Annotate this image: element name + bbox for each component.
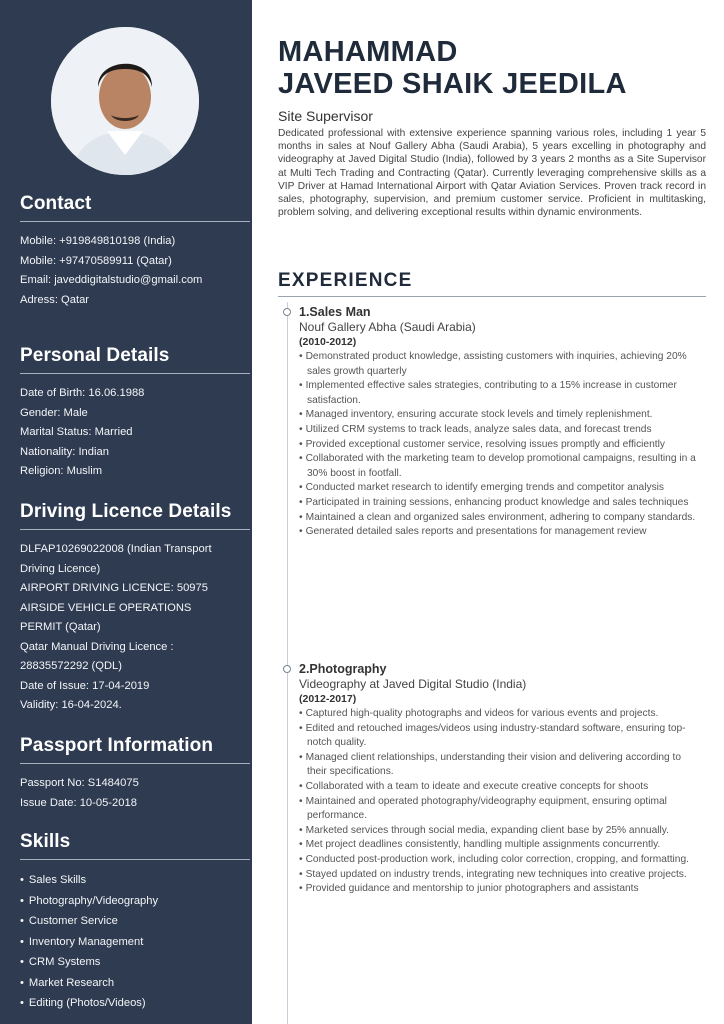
email: Email: javeddigitalstudio@gmail.com [20, 274, 203, 286]
job-period: (2012-2017) [299, 693, 357, 705]
contact-section [20, 193, 250, 310]
indian-licence: DLFAP10269022008 (Indian Transport Driving Licence) [20, 543, 212, 575]
job-entry [278, 304, 706, 540]
contact-heading: Contact [20, 193, 250, 222]
religion: Religion: Muslim [20, 465, 103, 477]
job-bullets [299, 350, 706, 540]
bullet-item: • Managed inventory, ensuring accurate stock levels and timely replenishment. [299, 408, 706, 423]
bullet-item: • Collaborated with a team to ideate and execute creative concepts for shoots [299, 780, 706, 795]
bullet-item: • Maintained and operated photography/videography equipment, ensuring optimal performance. [299, 795, 706, 824]
skill-item: • Sales Skills [20, 870, 250, 891]
name-line-2: JAVEED SHAIK JEEDILA [278, 68, 627, 100]
bullet-item: • Met project deadlines consistently, handling multiple assignments concurrently. [299, 838, 706, 853]
bullet-item: • Demonstrated product knowledge, assisting customers with inquiries, achieving 20% sales growth quarterly [299, 350, 706, 379]
candidate-name [278, 36, 708, 100]
passport-issue-date: Issue Date: 10-05-2018 [20, 796, 137, 809]
bullet-item: • Captured high-quality photographs and videos for various events and projects. [299, 707, 706, 722]
personal-details-heading: Personal Details [20, 345, 250, 374]
airport-licence: AIRPORT DRIVING LICENCE: 50975 [20, 582, 208, 594]
job-company: Nouf Gallery Abha (Saudi Arabia) [299, 320, 476, 334]
bullet-item: • Maintained a clean and organized sales environment, adhering to company standards. [299, 511, 706, 526]
job-bullets [299, 707, 706, 897]
sidebar [0, 0, 252, 1024]
mobile-india: Mobile: +919849810198 (India) [20, 235, 176, 247]
skills-section [20, 831, 250, 1014]
airside-permit: AIRSIDE VEHICLE OPERATIONS PERMIT (Qatar) [20, 601, 192, 633]
bullet-item: • Implemented effective sales strategies, contributing to a 15% increase in customer satisfaction. [299, 379, 706, 408]
personal-details-section [20, 345, 250, 482]
bullet-item: • Collaborated with the marketing team to develop promotional campaigns, resulting in a 30% boost in footfall. [299, 452, 706, 481]
skill-item: • Inventory Management [20, 932, 250, 953]
job-company: Videography at Javed Digital Studio (India) [299, 677, 527, 691]
bullet-item: • Provided guidance and mentorship to junior photographers and assistants [299, 882, 706, 897]
driving-licence-heading: Driving Licence Details [20, 501, 250, 530]
licence-issue-date: Date of Issue: 17-04-2019 [20, 679, 150, 692]
skill-item: • Photography/Videography [20, 891, 250, 912]
bullet-item: • Provided exceptional customer service, resolving issues promptly and efficiently [299, 438, 706, 453]
name-line-1: MAHAMMAD [278, 36, 458, 68]
job-period: (2010-2012) [299, 336, 357, 348]
date-of-birth: Date of Birth: 16.06.1988 [20, 387, 145, 399]
licence-validity: Validity: 16-04-2024. [20, 699, 122, 711]
timeline-dot-icon [283, 665, 291, 673]
job-entry [278, 661, 706, 897]
passport-number: Passport No: S1484075 [20, 777, 139, 789]
person-avatar-icon [51, 27, 199, 175]
bullet-item: • Participated in training sessions, enhancing product knowledge and sales techniques [299, 496, 706, 511]
mobile-qatar: Mobile: +97470589911 (Qatar) [20, 254, 172, 267]
bullet-item: • Marketed services through social media, expanding client base by 25% annually. [299, 824, 706, 839]
profile-photo [51, 27, 199, 175]
passport-heading: Passport Information [20, 735, 250, 764]
job-title: 1.Sales Man [299, 305, 371, 319]
skill-item: • Editing (Photos/Videos) [20, 993, 250, 1014]
bullet-item: • Conducted market research to identify emerging trends and competitor analysis [299, 481, 706, 496]
gender: Gender: Male [20, 406, 88, 419]
passport-section [20, 735, 250, 813]
experience-heading: EXPERIENCE [278, 270, 706, 297]
nationality: Nationality: Indian [20, 445, 109, 458]
timeline-dot-icon [283, 308, 291, 316]
marital-status: Marital Status: Married [20, 426, 133, 438]
bullet-item: • Stayed updated on industry trends, integrating new techniques into creative projects. [299, 868, 706, 883]
bullet-item: • Generated detailed sales reports and presentations for management review [299, 525, 706, 540]
skill-item: • CRM Systems [20, 952, 250, 973]
bullet-item: • Conducted post-production work, including color correction, cropping, and formatting. [299, 853, 706, 868]
job-role: Site Supervisor [278, 108, 373, 124]
bullet-item: • Managed client relationships, understanding their vision and delivering according to their specifications. [299, 751, 706, 780]
profile-summary: Dedicated professional with extensive experience spanning various roles, including 1 year 5 months in sales at Nouf Gallery Abha (Saudi Arabia), 5 years excelling in photography and videography at Javed Digital Studio (India), followed by 3 years 2 months as a Site Supervisor at Multi Tech Trading and Contracting (Qatar). Currently leveraging comprehensive skills as a VIP Driver at Hamad International Airport with Qatar Aviation Services. Proven track record in sales, photography, supervision, and premium customer service. Proficient in multitasking, problem solving, and delivering exceptional results within dynamic environments. [278, 128, 706, 219]
address: Adress: Qatar [20, 293, 90, 306]
skill-item: • Market Research [20, 973, 250, 994]
job-title: 2.Photography [299, 662, 387, 676]
skills-heading: Skills [20, 831, 250, 860]
skills-list [20, 870, 250, 1014]
qatar-licence: Qatar Manual Driving Licence : 28835572292 (QDL) [20, 640, 174, 672]
bullet-item: • Utilized CRM systems to track leads, analyze sales data, and forecast trends [299, 423, 706, 438]
bullet-item: • Edited and retouched images/videos using industry-standard software, ensuring top-notch quality. [299, 722, 706, 751]
driving-licence-section [20, 501, 250, 716]
skill-item: • Customer Service [20, 911, 250, 932]
